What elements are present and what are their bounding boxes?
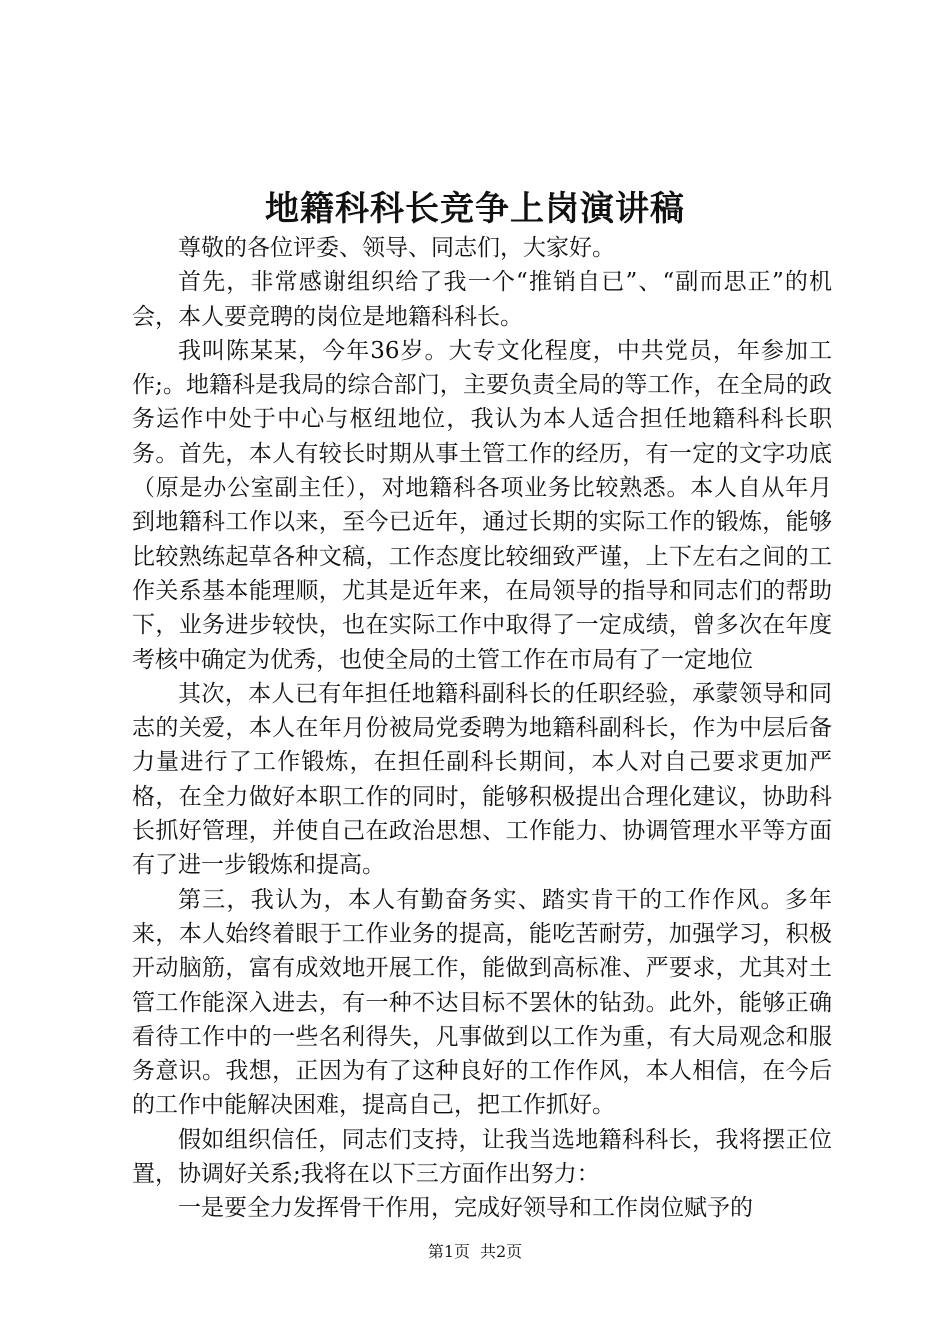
- paragraph-greeting: 尊敬的各位评委、领导、同志们，大家好。: [178, 235, 615, 261]
- paragraph-self-introduction: 我叫陈某某，今年36岁。大专文化程度，中共党员，年参加工作;。地籍科是我局的综合部门，主要负责全局的等工作，在全局的政务运作中处于中心与枢纽地位，我认为本人适合担任地籍科科长职务。首先，本人有较长时期从事土管工作的经历，有一定的文字功底（原是办公室副主任），对地籍科各项业务比较熟悉。本人自从年月到地籍科工作以来，至今已近年，通过长期的实际工作的锻炼，能够比较熟练起草各种文稿，工作态度比较细致严谨，上下左右之间的工作关系基本能理顺，尤其是近年来，在局领导的指导和同志们的帮助下，业务进步较快，也在实际工作中取得了一定成绩，曾多次在年度考核中确定为优秀，也使全局的土管工作在市局有了一定地位: [132, 337, 832, 673]
- paragraph-pledge: 假如组织信任，同志们支持，让我当选地籍科科长，我将摆正位置，协调好关系;我将在以下三方面作出努力：: [132, 1126, 832, 1188]
- paragraph-second-point: 其次，本人已有年担任地籍科副科长的任职经验，承蒙领导和同志的关爱，本人在年月份被局党委聘为地籍科副科长，作为中层后备力量进行了工作锻炼，在担任副科长期间，本人对自己要求更加严格，在全力做好本职工作的同时，能够积极提出合理化建议，协助科长抓好管理，并使自己在政治思想、工作能力、协调管理水平等方面有了进一步锻炼和提高。: [132, 680, 832, 879]
- document-title: 地籍科科长竞争上岗演讲稿: [265, 189, 685, 229]
- document-body: [132, 231, 832, 1226]
- page-total: 共2页: [480, 1242, 523, 1261]
- page-number: 第1页: [427, 1242, 470, 1261]
- paragraph-first-effort: 一是要全力发挥骨干作用，完成好领导和工作岗位赋予的: [178, 1195, 753, 1222]
- page-footer: [0, 1240, 950, 1264]
- paragraph-opening: 首先，非常感谢组织给了我一个“推销自已”、“副而思正”的机会，本人要竞聘的岗位是地籍科科长。: [132, 269, 832, 330]
- paragraph-third-point: 第三，我认为，本人有勤奋务实、踏实肯干的工作作风。多年来，本人始终着眼于工作业务的提高，能吃苦耐劳，加强学习，积极开动脑筋，富有成效地开展工作，能做到高标准、严要求，尤其对土管工作能深入进去，有一种不达目标不罢休的钻劲。此外，能够正确看待工作中的一些名利得失，凡事做到以工作为重，有大局观念和服务意识。我想，正因为有了这种良好的工作作风，本人相信，在今后的工作中能解决困难，提高自己，把工作抓好。: [132, 886, 832, 1119]
